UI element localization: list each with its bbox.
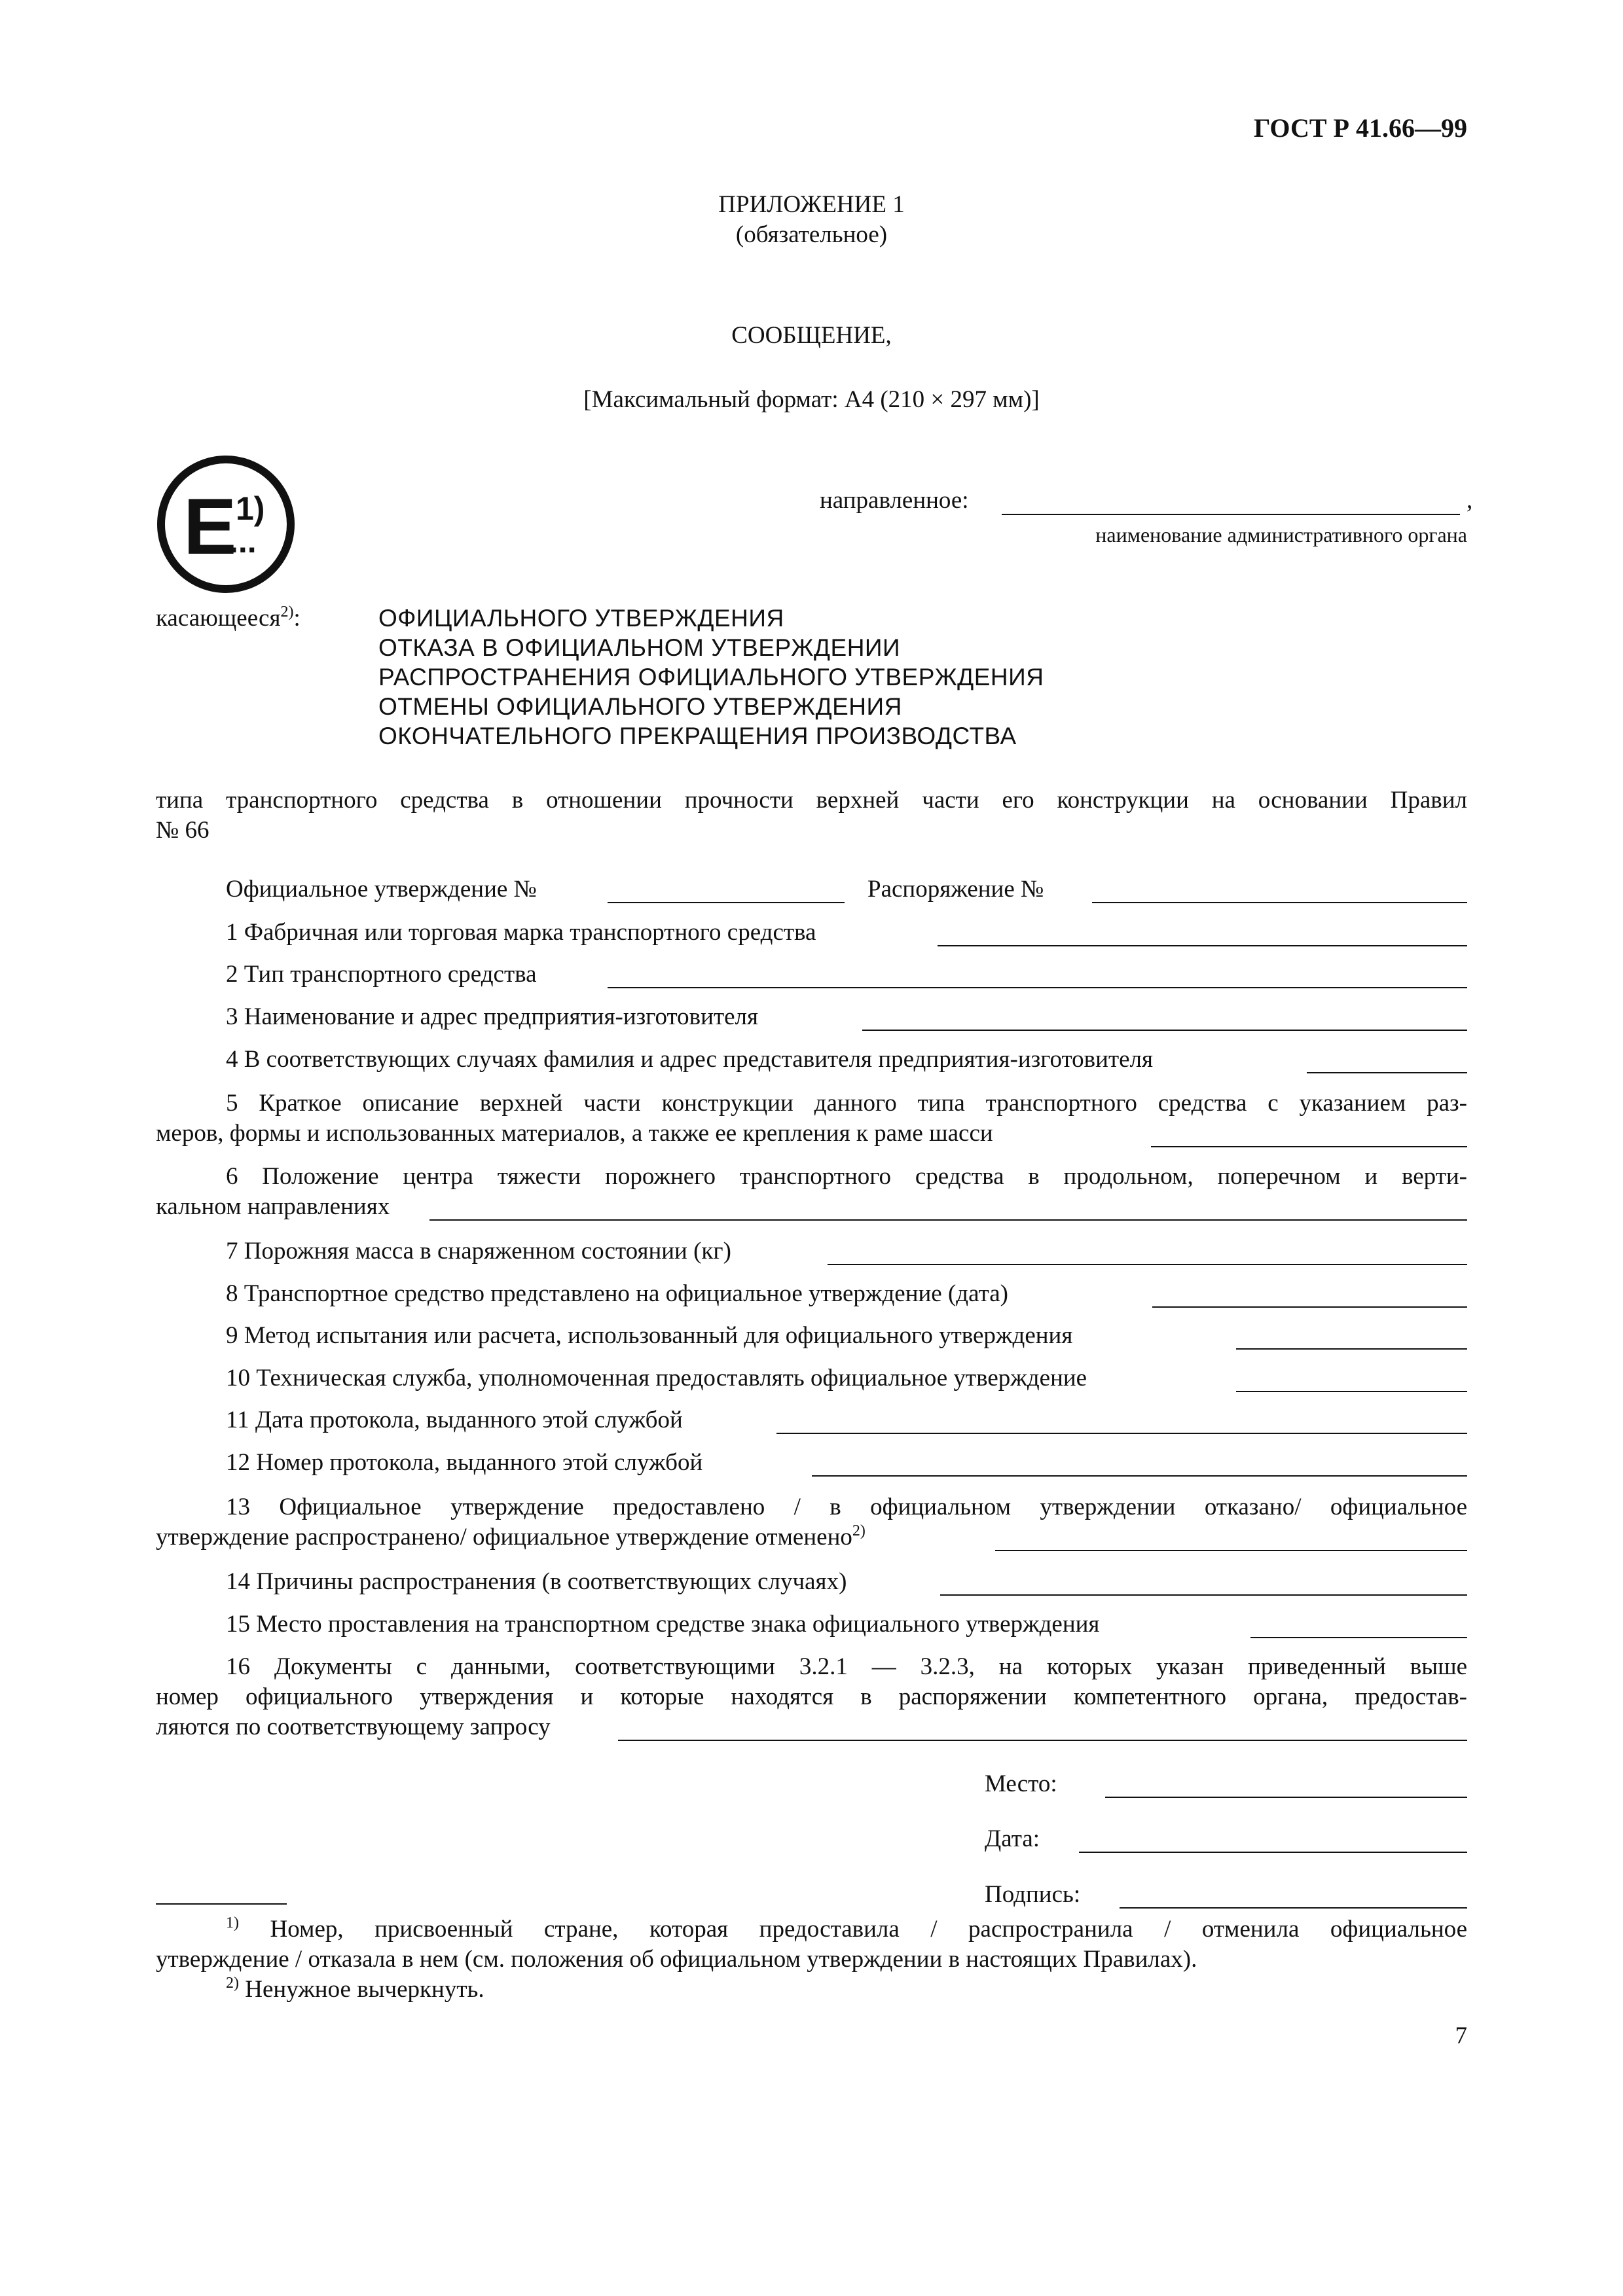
approval-number-field[interactable] [608, 902, 845, 903]
signature-field[interactable] [1120, 1907, 1467, 1909]
item-15-field[interactable] [1250, 1637, 1467, 1638]
item-9-field[interactable] [1236, 1348, 1467, 1350]
item-5-label-cont: меров, формы и использованных материалов, а также ее крепления к раме шасси [156, 1120, 993, 1147]
intro-text: типа транспортного средства в отношении прочности верхней части его конструкции на основании Правил [156, 787, 1467, 814]
item-7-field[interactable] [828, 1264, 1467, 1265]
e-mark-dots: ... [229, 523, 257, 560]
item-6-field[interactable] [429, 1219, 1467, 1221]
date-field[interactable] [1079, 1852, 1467, 1853]
option-approval: ОФИЦИАЛЬНОГО УТВЕРЖДЕНИЯ [378, 605, 784, 632]
footnote-1-text: Номер, присвоенный стране, которая предоставила / распространила / отменила официальное [270, 1916, 1468, 1943]
item-1-label: 1 Фабричная или торговая марка транспортного средства [226, 919, 816, 946]
item-8-field[interactable] [1152, 1306, 1467, 1308]
item-6-label-cont: кальном направлениях [156, 1193, 390, 1220]
item-3-label: 3 Наименование и адрес предприятия-изготовителя [226, 1003, 759, 1030]
item-2-label: 2 Тип транспортного средства [226, 961, 537, 988]
item-4-field[interactable] [1307, 1072, 1467, 1073]
intro-text-cont: № 66 [156, 817, 210, 844]
page-number: 7 [1455, 2022, 1467, 2049]
footnote-separator [156, 1903, 287, 1905]
footnote-1-mark: 1) [226, 1914, 239, 1931]
annex-status: (обязательное) [735, 221, 888, 248]
addressee-label: направленное: [820, 487, 969, 514]
item-13-text: утверждение распространено/ официальное утверждение отменено [156, 1524, 852, 1551]
footnote-2 [226, 1975, 484, 2005]
item-13-label-cont [156, 1522, 866, 1552]
footnote-1-cont: утверждение / отказала в нем (см. положения об официальном утверждении в настоящих Правилах). [156, 1946, 1197, 1973]
footnote-1 [226, 1914, 1467, 1945]
order-number-label: Распоряжение № [867, 876, 1044, 903]
option-refusal: ОТКАЗА В ОФИЦИАЛЬНОМ УТВЕРЖДЕНИИ [378, 634, 901, 661]
item-6-label: 6 Положение центра тяжести порожнего транспортного средства в продольном, поперечном и верти- [226, 1163, 1467, 1190]
item-13-footnote-mark: 2) [852, 1522, 866, 1539]
e-mark-letter: E [183, 482, 237, 571]
item-14-field[interactable] [940, 1594, 1467, 1596]
item-16-label-end: ляются по соответствующему запросу [156, 1713, 551, 1740]
signature-label: Подпись: [985, 1881, 1081, 1908]
item-9-label: 9 Метод испытания или расчета, использованный для официального утверждения [226, 1322, 1073, 1349]
item-16-field[interactable] [618, 1740, 1467, 1741]
concerning-footnote-mark: 2) [280, 603, 294, 620]
item-14-label: 14 Причины распространения (в соответствующих случаях) [226, 1568, 847, 1595]
addressee-caption: наименование административного органа [1095, 523, 1467, 547]
item-11-field[interactable] [776, 1433, 1467, 1434]
addressee-field[interactable] [1002, 514, 1460, 515]
item-5-label: 5 Краткое описание верхней части конструкции данного типа транспортного средства с указанием раз- [226, 1090, 1467, 1117]
annex-title: ПРИЛОЖЕНИЕ 1 [718, 191, 905, 218]
place-field[interactable] [1105, 1797, 1467, 1798]
item-16-label-cont: номер официального утверждения и которые находятся в распоряжении компетентного органа, предостав- [156, 1683, 1467, 1710]
item-5-field[interactable] [1151, 1146, 1467, 1147]
option-withdrawal: ОТМЕНЫ ОФИЦИАЛЬНОГО УТВЕРЖДЕНИЯ [378, 693, 902, 720]
concerning-colon: : [293, 605, 301, 632]
item-10-label: 10 Техническая служба, уполномоченная предоставлять официальное утверждение [226, 1365, 1087, 1391]
item-13-field[interactable] [995, 1550, 1467, 1551]
item-2-field[interactable] [608, 987, 1467, 988]
e-mark-icon [156, 454, 296, 594]
item-15-label: 15 Место проставления на транспортном средстве знака официального утверждения [226, 1611, 1100, 1638]
item-1-field[interactable] [938, 945, 1467, 946]
date-label: Дата: [985, 1825, 1040, 1852]
place-label: Место: [985, 1770, 1057, 1797]
format-note: [Максимальный формат: А4 (210 × 297 мм)] [583, 386, 1040, 413]
order-number-field[interactable] [1092, 902, 1467, 903]
communication-title: СООБЩЕНИЕ, [731, 322, 892, 349]
concerning-label [156, 603, 301, 634]
document-code: ГОСТ Р 41.66—99 [1253, 113, 1467, 143]
addressee-comma: , [1467, 487, 1473, 514]
item-11-label: 11 Дата протокола, выданного этой службой [226, 1407, 683, 1433]
concerning-text: касающееся [156, 605, 281, 632]
footnote-2-text: Ненужное вычеркнуть. [245, 1976, 484, 2003]
item-8-label: 8 Транспортное средство представлено на официальное утверждение (дата) [226, 1280, 1008, 1307]
item-7-label: 7 Порожняя масса в снаряженном состоянии (кг) [226, 1238, 731, 1265]
item-16-label: 16 Документы с данными, соответствующими 3.2.1 — 3.2.3, на которых указан приведенный выше [226, 1653, 1467, 1680]
option-extension: РАСПРОСТРАНЕНИЯ ОФИЦИАЛЬНОГО УТВЕРЖДЕНИЯ [378, 664, 1044, 691]
option-discontinued: ОКОНЧАТЕЛЬНОГО ПРЕКРАЩЕНИЯ ПРОИЗВОДСТВА [378, 723, 1017, 749]
item-13-label: 13 Официальное утверждение предоставлено / в официальном утверждении отказано/ официальное [226, 1494, 1467, 1520]
item-10-field[interactable] [1236, 1391, 1467, 1392]
item-12-field[interactable] [812, 1475, 1467, 1477]
e-mark-superscript: 1) [236, 490, 265, 527]
footnote-2-mark: 2) [226, 1975, 239, 1992]
item-4-label: 4 В соответствующих случаях фамилия и адрес представителя предприятия-изготовителя [226, 1046, 1154, 1073]
item-12-label: 12 Номер протокола, выданного этой службой [226, 1449, 703, 1476]
approval-number-label: Официальное утверждение № [226, 876, 537, 903]
item-3-field[interactable] [862, 1030, 1467, 1031]
